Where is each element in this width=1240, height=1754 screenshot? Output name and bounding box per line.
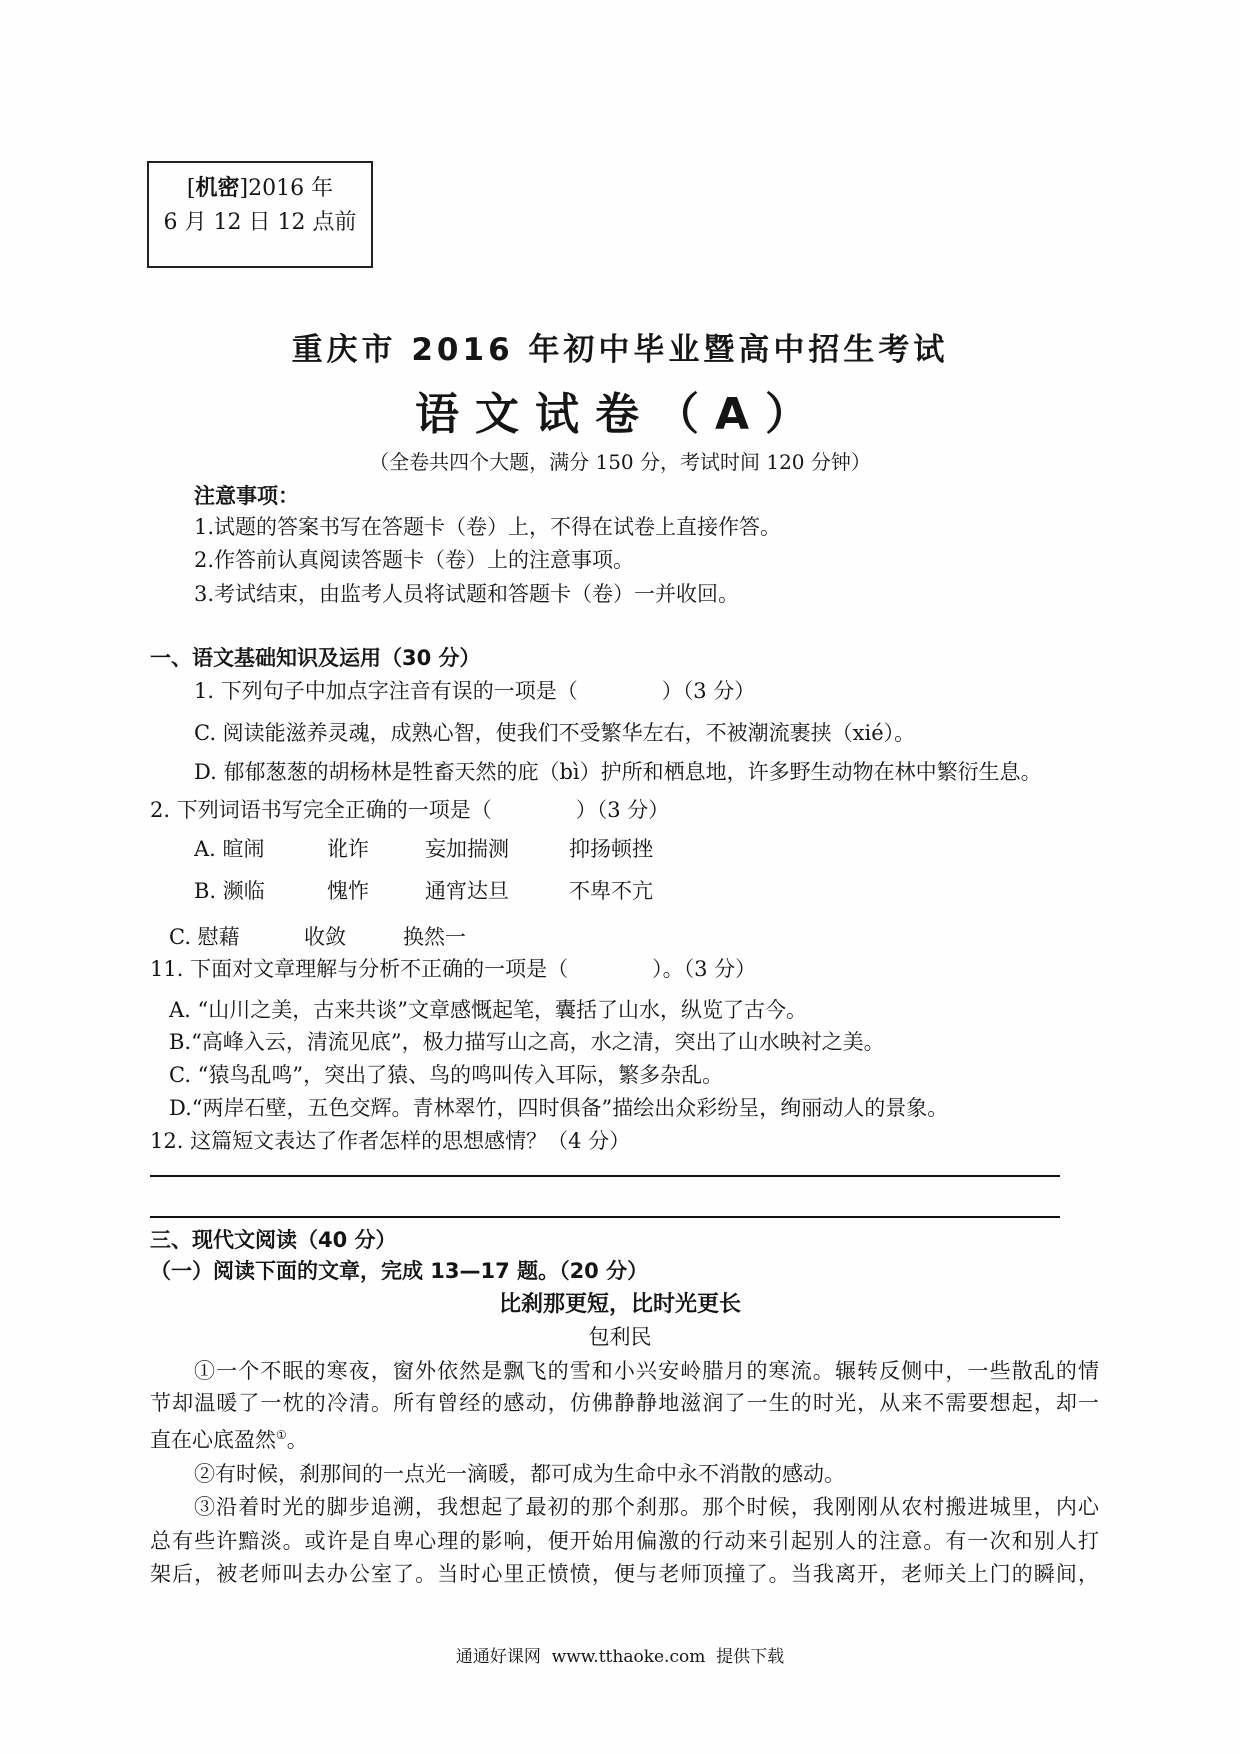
option-text: （bì）护所和栖息地，许多野生动物在林中繁衍生息。 — [538, 760, 1042, 784]
section-1-heading: 一、语文基础知识及运用（30 分） — [150, 646, 481, 670]
emphasis-text: 庇 — [517, 760, 539, 784]
emphasis-text: 不正确 — [400, 957, 464, 981]
page-footer: 通通好课网 www.tthaoke.com 提供下载 — [455, 1647, 785, 1667]
emphasis-text: 枕 — [282, 1391, 305, 1415]
answer-line — [150, 1175, 1060, 1177]
question-2-option-a-word: 讹诈 — [327, 837, 369, 861]
instruction-item: 3.考试结束，由监考人员将试题和答题卡（卷）一并收回。 — [194, 582, 740, 606]
paragraph-3-line: ③沿着时光的脚步追溯，我想起了最初的那个刹那。那个时候，我刚刚从农村搬进城里，内心 — [194, 1495, 1099, 1519]
paragraph-2: ②有时候，刹那间的一点光一滴暖，都可成为生命中永不消散的感动。 — [194, 1462, 845, 1486]
exam-title: 重庆市 2016 年初中毕业暨高中招生考试 — [291, 332, 949, 368]
instructions-heading: 注意事项： — [194, 484, 299, 508]
paper-title: 语文试卷（A） — [414, 389, 826, 440]
question-2-option-b-word: 愧怍 — [327, 879, 369, 903]
confidential-label: 机密 — [195, 175, 240, 201]
question-1-stem — [194, 677, 755, 705]
question-2-option-b-word: B. 濒临 — [194, 879, 265, 903]
confidential-bracket: [ — [186, 176, 196, 201]
question-2-option-a-word: 抑扬顿挫 — [569, 837, 653, 861]
question-1-stem-text: 1. 下列句子中加点字注音 — [194, 679, 431, 703]
question-1-option-d — [194, 758, 1042, 786]
article-title: 比刹那更短，比时光更长 — [498, 1292, 741, 1317]
question-2-option-c-word: 换然一 — [403, 925, 466, 949]
question-2-stem-text: 2. 下列词语书写 — [150, 798, 303, 822]
emphasis-text: 挟 — [810, 721, 832, 745]
paragraph-3-line: 架后，被老师叫去办公室了。当时心里正愤愤，便与老师顶撞了。当我离开，老师关上门的瞬间， — [150, 1562, 1099, 1586]
question-11-stem-text: 的一项是（ ）。（3 分） — [463, 957, 757, 981]
question-2-option-c-word: C. 慰藉 — [169, 925, 240, 949]
paragraph-1-line: ①一个不眠的寒夜，窗外依然是飘飞的雪和小兴安岭腊月的寒流。辗转反侧中，一些散乱的情 — [194, 1359, 1099, 1383]
question-1-stem-text: 的一项是（ ）（3 分） — [472, 679, 756, 703]
question-1-option-c — [194, 719, 915, 747]
paper-note: （全卷共四个大题，满分 150 分，考试时间 120 分钟） — [369, 450, 871, 474]
question-2-option-b-word: 不卑不亢 — [569, 879, 653, 903]
paragraph-text: 节却温暖了一 — [150, 1391, 283, 1415]
article-author: 包利民 — [588, 1325, 652, 1349]
question-2-option-b-word: 通宵达旦 — [425, 879, 509, 903]
question-11-option-b: B.“高峰入云，清流见底”，极力描写山之高，水之清，突出了山水映衬之美。 — [169, 1030, 885, 1054]
option-text: C. 阅读能滋养灵魂，成熟心智，使我们不受繁华左右，不被潮流裹 — [194, 721, 811, 745]
paragraph-text: 的冷清。所有曾经的感动，仿佛静静地滋润了一生的时光，从来不需要想起，却一 — [304, 1391, 1099, 1415]
question-11-stem — [150, 955, 756, 983]
paragraph-3-line: 总有些许黯淡。或许是自卑心理的影响，便开始用偏激的行动来引起别人的注意。有一次和别人打 — [150, 1529, 1099, 1553]
paragraph-1-line — [150, 1389, 1099, 1417]
paragraph-text: 。 — [286, 1428, 308, 1452]
confidential-box — [147, 161, 373, 268]
instruction-item: 1.试题的答案书写在答题卡（卷）上，不得在试卷上直接作答。 — [194, 515, 782, 539]
question-2-stem — [150, 796, 669, 824]
footnote-marker: ① — [276, 1428, 287, 1442]
question-11-stem-text: 11. 下面对文章理解与分析 — [150, 957, 401, 981]
option-text: （xié）。 — [831, 721, 916, 745]
question-11-option-a: A. “山川之美，古来共谈”文章感慨起笔，囊括了山水，纵览了古今。 — [169, 998, 807, 1022]
confidential-year: ]2016 年 — [239, 176, 334, 201]
option-text: D. 郁郁葱葱的胡杨林是牲畜天然的 — [194, 760, 518, 784]
confidential-line-1 — [149, 173, 371, 203]
question-2-option-a-word: 妄加揣测 — [425, 837, 509, 861]
paragraph-text: 直在心底盈然 — [150, 1428, 276, 1452]
question-12-stem: 12. 这篇短文表达了作者怎样的思想感情？（4 分） — [150, 1129, 631, 1153]
confidential-deadline: 6 月 12 日 12 点前 — [163, 210, 357, 235]
part-1-heading: （一）阅读下面的文章，完成 13—17 题。（20 分） — [150, 1259, 649, 1283]
emphasis-text: 完全正确 — [302, 798, 387, 822]
question-2-stem-text: 的一项是（ ）（3 分） — [386, 798, 670, 822]
instruction-item: 2.作答前认真阅读答题卡（卷）上的注意事项。 — [194, 548, 635, 572]
question-11-option-c: C. “猿鸟乱鸣”，突出了猿、鸟的鸣叫传入耳际，繁多杂乱。 — [169, 1063, 724, 1087]
paragraph-1-line — [150, 1426, 308, 1454]
question-2-option-c-word: 收敛 — [304, 925, 346, 949]
question-11-option-d: D.“两岸石壁，五色交辉。青林翠竹，四时俱备”描绘出众彩纷呈，绚丽动人的景象。 — [169, 1096, 949, 1120]
answer-line — [150, 1216, 1060, 1218]
section-3-heading: 三、现代文阅读（40 分） — [150, 1228, 397, 1252]
question-2-option-a-word: A. 暄闹 — [194, 837, 265, 861]
emphasis-text: 有误 — [430, 679, 473, 703]
